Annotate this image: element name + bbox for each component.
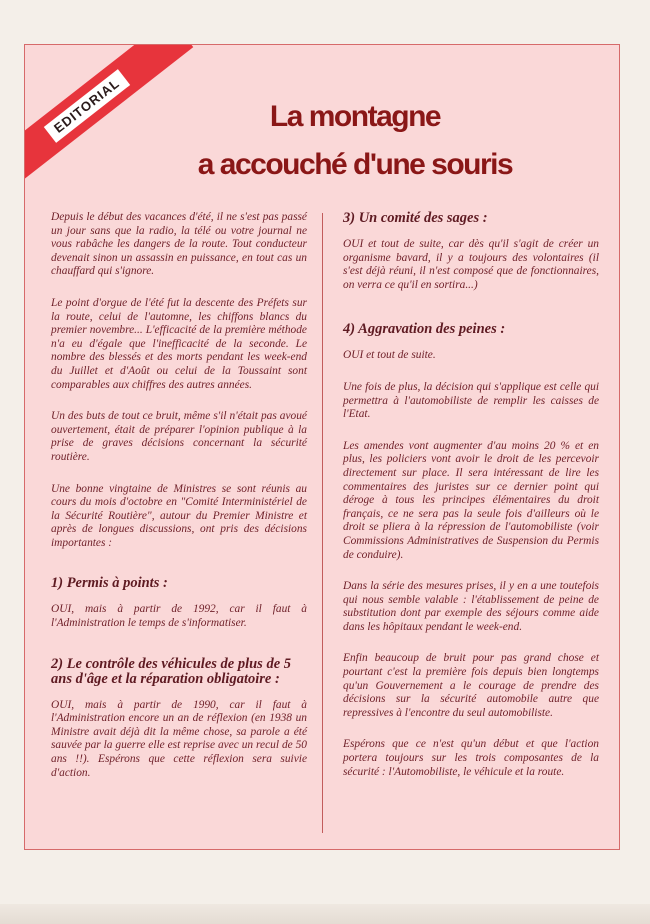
section-2-text: OUI, mais à partir de 1990, car il faut à l'Administration encore un an de réflexion (en 1938 un Ministre avait déjà dit la même chose, sa parole a été sauvée par la guerre elle est reprise avec un recul de 50 ans !!). Espérons que cette réflexion sera suivie d'action. — [51, 698, 307, 779]
section-4-heading: 4) Aggravation des peines : — [343, 321, 506, 338]
intro-paragraph-4: Une bonne vingtaine de Ministres se sont réunis au cours du mois d'octobre en "Comité Interministériel de la Sécurité Routière", autour du Premier Ministre et après de longues discussions, ont pris des décisions importantes : — [51, 482, 307, 549]
headline-line-2: a accouché d'une souris — [197, 148, 513, 181]
right-column — [343, 211, 599, 797]
section-4-paragraph-4: Dans la série des mesures prises, il y en a une toutefois qui nous semble valable : l'établissement de peine de substitution dont par exemple des séjours comme aide dans les hôpitaux pendant le week-end. — [343, 580, 599, 633]
section-3-text: OUI et tout de suite, car dès qu'il s'agit de créer un organisme bavard, il y a toujours des volontaires (il s'est déjà réuni, il n'est composé que de fonctionnaires, on verra ce qu'il en sortira...) — [343, 238, 599, 291]
section-4-paragraph-1: OUI et tout de suite. — [343, 349, 436, 362]
left-column — [51, 211, 307, 798]
section-3-heading: 3) Un comité des sages : — [343, 210, 488, 226]
intro-paragraph-1: Depuis le début des vacances d'été, il ne s'est pas passé un jour sans que la radio, la télé ou votre journal ne vous rabâche les dangers de la route. Tout conducteur devenait sinon un assassin en puissance, en tout cas un chauffard qui s'ignore. — [51, 211, 307, 278]
intro-paragraph-3: Un des buts de tout ce bruit, même s'il n'était pas avoué ouvertement, était de préparer l'opinion publique à la prise de graves décisions concernant la sécurité routière. — [51, 410, 307, 463]
section-2-heading: 2) Le contrôle des véhicules de plus de 5 ans d'âge et la réparation obligatoire : — [51, 655, 292, 687]
section-4-paragraph-3: Les amendes vont augmenter d'au moins 20 % et en plus, les policiers vont avoir le droit de les percevoir directement sur place. Il sera intéressant de lire les commentaires des juristes sur ce dernier point qui déroge à tous les principes élémentaires du droit français, ce ne sera pas la seule fois d'ailleurs où le droit se pliera à la répression de l'automobiliste (voir Commissions Administratives de Suspension du Permis de conduire). — [343, 439, 599, 561]
section-4-paragraph-5: Enfin beaucoup de bruit pour pas grand chose et pourtant c'est la première fois depuis bien longtemps qu'un Gouvernement a le courage de prendre des décisions sur la sécurité automobile autre que repressives à l'encontre du seul automobiliste. — [343, 652, 599, 719]
intro-paragraph-2: Le point d'orgue de l'été fut la descente des Préfets sur la route, celui de l'automne, les chiffons blancs du premier novembre... L'efficacité de la première méthode n'a eu d'égale que l'inefficacité de la seconde. Le nombre des blessés et des morts pendant les week-end du Juillet et d'Août ou celui de la Toussaint sont comparables aux chiffres des autres années. — [51, 296, 307, 391]
editorial-page — [24, 44, 620, 850]
section-1-text: OUI, mais à partir de 1992, car il faut à l'Administration le temps de s'informatiser. — [51, 603, 307, 630]
column-divider — [322, 213, 323, 833]
banner-label: EDITORIAL — [43, 69, 130, 143]
page-bottom-edge — [0, 904, 650, 924]
section-1-heading: 1) Permis à points : — [51, 575, 168, 592]
headline-line-1: La montagne — [269, 100, 441, 133]
headline — [145, 93, 565, 189]
section-4-paragraph-2: Une fois de plus, la décision qui s'applique est celle qui permettra à l'automobiliste de remplir les caisses de l'Etat. — [343, 380, 599, 421]
section-4-paragraph-6: Espérons que ce n'est qu'un début et que l'action portera toujours sur les trois composantes de la sécurité : l'Automobiliste, le véhicule et la route. — [343, 738, 599, 778]
